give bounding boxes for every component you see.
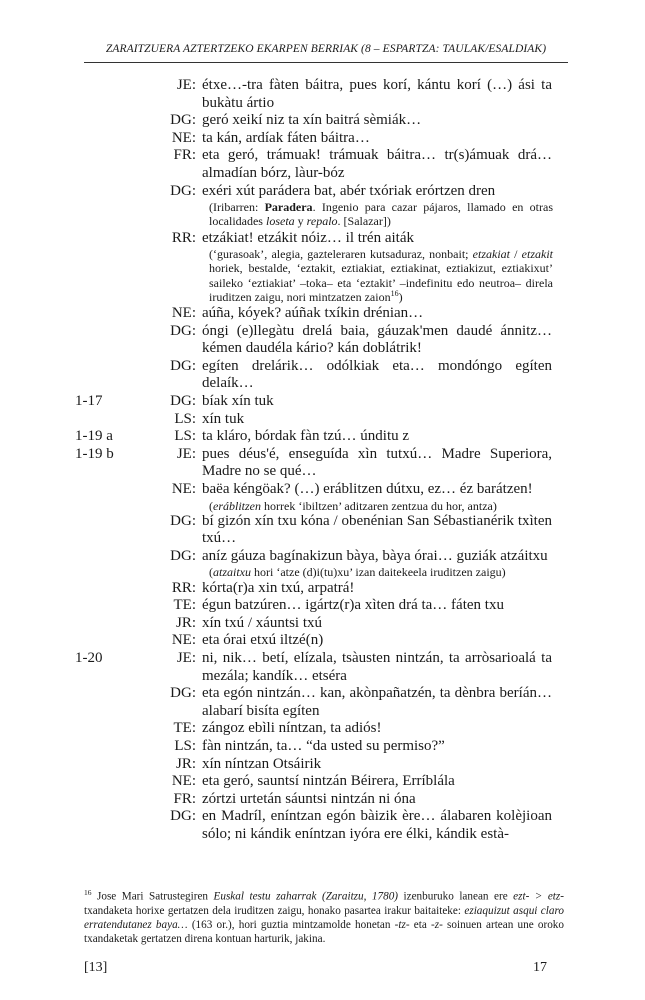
speaker-label: LS: <box>174 738 196 755</box>
speaker-label: TE: <box>173 597 196 614</box>
margin-reference: 1-19 a <box>75 428 113 445</box>
line-text: en Madríl, eníntzan egón bàizik ère… álabaren kolèjioan sólo; ni kándik eníntzan iyóra ere élki, kándik està- <box>202 808 552 842</box>
dialogue-line <box>0 773 645 791</box>
margin-reference: 1-20 <box>75 650 103 667</box>
dialogue-list <box>0 77 645 844</box>
line-text: bíak xín tuk <box>202 392 274 409</box>
line-text: eta geró, trámuak! trámuak báitra… tr(s)ámuak drá… almadían bórz, làur-bóz <box>202 147 552 181</box>
dialogue-line <box>0 77 645 112</box>
line-text: eta órai etxú iltzé(n) <box>202 632 324 649</box>
line-text: pues déus'é, enseguída xìn tutxú… Madre Superiora, Madre no se qué… <box>202 445 552 480</box>
speaker-label: NE: <box>171 773 196 790</box>
line-text: ni, nik… betí, elízala, tsàusten nintzán, ta arròsarioalá ta mezála; kandík… etséra <box>202 650 552 684</box>
cited-title: Euskal testu zaharrak (Zaraitzu, 1780) <box>213 890 399 903</box>
line-text: aúña, kóyek? aúñak txíkin drénian… <box>202 304 424 321</box>
dialogue-line <box>0 650 645 685</box>
line-text: óngi (e)llegàtu drelá baia, gáuzak'men daudé ánnitz… kémen daudéla kário? kán doblátrik! <box>202 322 552 357</box>
speaker-label: JE: <box>176 445 196 462</box>
editorial-note: (eráblitzen horrek ‘ibiltzen’ aditzaren zentzua du hor, antza) <box>209 498 497 513</box>
speaker-label: DG: <box>170 512 196 529</box>
dialogue-line <box>0 513 645 548</box>
speaker-label: DG: <box>170 547 196 564</box>
editorial-note: (‘gurasoak’, alegia, gazteleraren kutsaduraz, nonbait; etzakiat / etzakit horiek, bestalde, ‘eztakit, eztiakiat, eztiakinat, eztiakizut, eztiakixut’ saileko ‘eztiakiat’ –toka– eta ‘eztakit’ –indefinitu edo neutroa– direla iruditzen zaigu, nori mintzatzen zaion$^{16}$) <box>209 247 553 304</box>
speaker-label: JE: <box>176 77 196 93</box>
speaker-label: JR: <box>175 614 196 631</box>
speaker-label: FR: <box>173 790 196 807</box>
dialogue-line <box>0 230 645 305</box>
speaker-label: NE: <box>171 632 196 649</box>
line-text: xín txú / xáuntsi txú <box>202 614 322 631</box>
line-text: exéri xút parádera bat, abér txóriak erórtzen dren <box>202 182 496 199</box>
line-text: zángoz ebìli níntzan, ta adiós! <box>202 720 382 737</box>
speaker-label: NE: <box>171 304 196 321</box>
speaker-label: DG: <box>170 112 196 129</box>
editorial-note: (Iribarren: Paradera. Ingenio para cazar pájaros, llamado en otras localidades loseta y repalo. [Salazar]) <box>209 200 553 229</box>
speaker-label: NE: <box>171 129 196 146</box>
speaker-label: RR: <box>171 579 196 596</box>
line-text: kórta(r)a xin txú, arpatrá! <box>202 579 355 596</box>
line-text: eta geró, sauntsí nintzán Béirera, Erríblála <box>202 773 455 790</box>
dialogue-line <box>0 446 645 481</box>
line-text: égun batzúren… igártz(r)a xìten drá ta… fáten txu <box>202 597 504 614</box>
dialogue-line <box>0 481 645 513</box>
speaker-label: NE: <box>171 480 196 497</box>
dialogue-line <box>0 130 645 148</box>
speaker-label: DG: <box>170 182 196 199</box>
speaker-label: LS: <box>174 428 196 445</box>
header-rule <box>84 62 568 63</box>
page-reference-left: [13] <box>84 960 108 975</box>
dialogue-line <box>0 147 645 182</box>
dialogue-line <box>0 632 645 650</box>
dialogue-line <box>0 597 645 615</box>
editorial-note: (atzaitxu hori ‘atze (d)i(tu)xu’ izan daitekeela iruditzen zaigu) <box>209 565 506 580</box>
line-text: geró xeikí niz ta xín baitrá sèmiák… <box>202 112 422 129</box>
dialogue-line <box>0 323 645 358</box>
dialogue-line <box>0 685 645 720</box>
dialogue-line <box>0 791 645 809</box>
dialogue-line <box>0 393 645 411</box>
speaker-label: DG: <box>170 357 196 374</box>
running-header: ZARAITZUERA AZTERTZEKO EKARPEN BERRIAK (8 – ESPARTZA: TAULAK/ESALDIAK) <box>105 43 547 55</box>
margin-reference: 1-17 <box>75 392 103 409</box>
footnote-ref: 16 <box>390 288 399 298</box>
quoted-passage: eziaquizut asqui claro erratendutanez baya… <box>84 904 564 931</box>
footnote: $^{16}$ Jose Mari Satrustegiren Euskal testu zaharrak (Zaraitzu, 1780) izenburuko lanean ere ezt- > etz- txandaketa horixe gertatzen dela iruditzen zaigu, honako pasartea irakur baitaiteke: eziaquizut asqui claro erratendutanez baya… (163 or.), hori guztia mintzamolde honetan -tz- eta -z- soinuen artean une oroko txandaketak gertatzen direna kontuan harturik, jakina. <box>84 888 564 945</box>
line-text: xín tuk <box>202 410 245 427</box>
dialogue-line <box>0 428 645 446</box>
line-text: fàn nintzán, ta… “da usted su permiso?” <box>202 738 445 755</box>
line-text: aníz gáuza bagínakizun bàya, bàya órai… guziák atzáitxu <box>202 547 548 564</box>
speaker-label: DG: <box>170 392 196 409</box>
footnote-number: 16 <box>84 888 92 897</box>
line-text: étxe…-tra fàten báitra, pues korí, kántu korí (…) ási ta bukàtu ártio <box>202 77 552 111</box>
line-text: xín níntzan Otsáirik <box>202 755 322 772</box>
dialogue-line <box>0 580 645 598</box>
dialogue-line <box>0 112 645 130</box>
dialogue-line <box>0 548 645 580</box>
line-text: ta kán, ardíak fáten báitra… <box>202 129 370 146</box>
dialogue-line <box>0 808 645 843</box>
line-text: baëa kéngöak? (…) eráblitzen dútxu, ez… éz barátzen! <box>202 480 533 497</box>
line-text: ta kláro, bórdak fàn tzú… únditu z <box>202 428 410 445</box>
dialogue-line <box>0 738 645 756</box>
speaker-label: DG: <box>170 685 196 702</box>
page-number: 17 <box>533 960 547 975</box>
line-text: eta egón nintzán… kan, akònpañatzén, ta dènbra beríán… alabarí bisíta egíten <box>202 685 552 719</box>
margin-reference: 1-19 b <box>75 445 114 462</box>
dialogue-line <box>0 756 645 774</box>
dialogue-line <box>0 720 645 738</box>
speaker-label: TE: <box>173 720 196 737</box>
line-text: egíten drelárik… odólkiak eta… mondóngo egíten delaík… <box>202 357 552 392</box>
speaker-label: RR: <box>171 229 196 246</box>
speaker-label: DG: <box>170 808 196 825</box>
line-text: bí gizón xín txu kóna / obenénian San Sébastianérik txìten txú… <box>202 512 552 547</box>
dialogue-line <box>0 305 645 323</box>
speaker-label: JE: <box>176 650 196 667</box>
dialogue-line <box>0 358 645 393</box>
line-text: etzákiat! etzákit nóiz… il trén aiták <box>202 229 414 246</box>
dialogue-line <box>0 183 645 230</box>
line-text: zórtzi urtetán sáuntsi nintzán ni óna <box>202 790 416 807</box>
speaker-label: LS: <box>174 410 196 427</box>
speaker-label: JR: <box>175 755 196 772</box>
dialogue-line <box>0 411 645 429</box>
speaker-label: DG: <box>170 322 196 339</box>
speaker-label: FR: <box>173 147 196 164</box>
dialogue-line <box>0 615 645 633</box>
